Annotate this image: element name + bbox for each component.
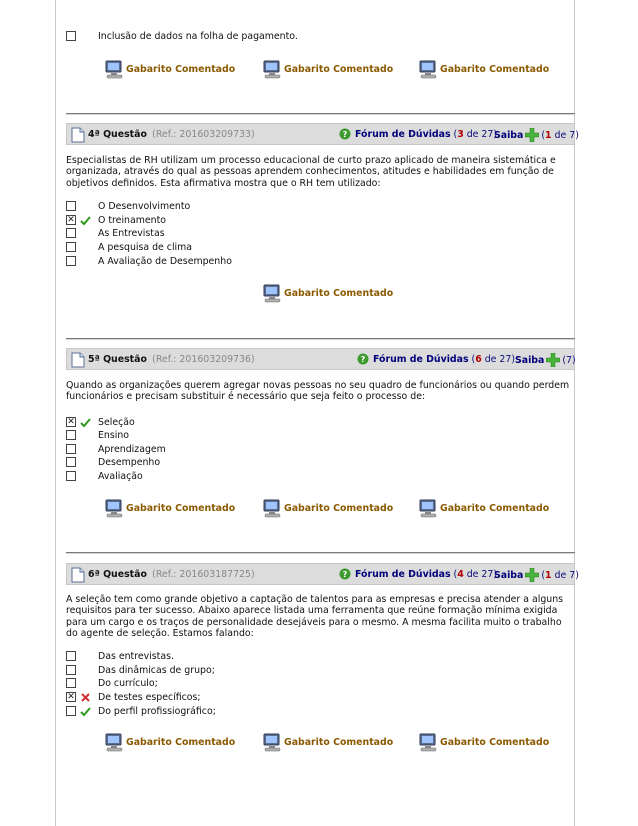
option-text: Seleção — [98, 416, 135, 428]
gabarito-label: Gabarito Comentado — [284, 287, 394, 299]
option-text: O treinamento — [98, 214, 166, 226]
gabarito-label: Gabarito Comentado — [284, 63, 394, 75]
option-row[interactable] — [66, 691, 201, 703]
check-icon — [80, 417, 91, 428]
plus-icon — [525, 128, 539, 142]
option-checkbox[interactable] — [66, 444, 76, 454]
help-icon — [339, 128, 351, 140]
forum-label: Fórum de Dúvidas — [355, 568, 451, 580]
saiba-total: de 7) — [554, 129, 579, 141]
option-checkbox[interactable] — [66, 256, 76, 266]
gabarito-comentado-link[interactable] — [104, 731, 235, 753]
computer-icon — [262, 498, 282, 518]
gabarito-label: Gabarito Comentado — [126, 736, 236, 748]
option-text: O Desenvolvimento — [98, 200, 191, 212]
question-header — [66, 123, 579, 145]
saiba-open: ( — [541, 569, 546, 581]
question-header — [66, 563, 579, 585]
question-title — [88, 129, 255, 140]
forum-label: Fórum de Dúvidas — [355, 128, 451, 140]
question-title — [88, 569, 255, 580]
plus-icon — [525, 568, 539, 582]
option-row[interactable] — [66, 214, 166, 226]
option-row[interactable] — [66, 456, 161, 468]
option-checkbox-checked[interactable]: ✕ — [67, 416, 75, 427]
option-text: Inclusão de dados na folha de pagamento. — [98, 30, 298, 42]
forum-duvidas-link[interactable] — [339, 568, 497, 580]
gabarito-comentado-link[interactable] — [104, 58, 235, 80]
gabarito-comentado-link[interactable] — [262, 497, 393, 519]
option-row[interactable] — [66, 664, 215, 676]
question-ref: (Ref.: 201603209736) — [152, 354, 255, 365]
saiba-count: 1 — [545, 569, 552, 581]
option-checkbox-checked[interactable]: ✕ — [67, 691, 75, 702]
question-title — [88, 354, 255, 365]
gabarito-comentado-link[interactable] — [262, 731, 393, 753]
gabarito-comentado-link[interactable] — [104, 497, 235, 519]
separator — [66, 552, 575, 553]
option-text: As Entrevistas — [98, 227, 165, 239]
option-text: A Avaliação de Desempenho — [98, 255, 232, 267]
forum-open: ( — [471, 353, 476, 365]
option-checkbox[interactable] — [66, 228, 76, 238]
option-text: Desempenho — [98, 456, 161, 468]
option-row[interactable] — [66, 677, 158, 689]
wrong-icon — [80, 692, 91, 703]
option-checkbox[interactable] — [66, 706, 76, 716]
question-ref: (Ref.: 201603187725) — [152, 569, 255, 580]
question-number: 4ª Questão — [88, 129, 147, 140]
option-checkbox[interactable] — [66, 430, 76, 440]
document-icon — [71, 352, 85, 368]
option-text: Aprendizagem — [98, 443, 166, 455]
option-row[interactable] — [66, 200, 191, 212]
option-text: A pesquisa de clima — [98, 241, 193, 253]
gabarito-comentado-link[interactable] — [418, 58, 549, 80]
option-checkbox[interactable] — [66, 242, 76, 252]
question-statement: A seleção tem como grande objetivo a captação de talentos para as empresas e precisa atender a alguns requisitos para ter sucesso. Abaixo aparece listada uma ferramenta que reúne formação mínima exigida para um cargo e os traços de personalidade desejáveis para o mesmo. A mesma facilita muito o trabalho do agente de seleção. Estamos falando: — [66, 594, 564, 640]
option-row[interactable] — [66, 650, 174, 662]
gabarito-label: Gabarito Comentado — [440, 502, 550, 514]
plus-icon — [546, 353, 560, 367]
computer-icon — [418, 498, 438, 518]
forum-total: de 27) — [466, 128, 497, 140]
question-statement: Quando as organizações querem agregar novas pessoas no seu quadro de funcionários ou quando perdem funcionários e precisam substituir é necessário que seja feito o processo de: — [66, 380, 570, 403]
help-icon — [339, 568, 351, 580]
option-text: Ensino — [98, 429, 130, 441]
option-text: Avaliação — [98, 470, 143, 482]
saiba-label: Saiba — [494, 129, 524, 141]
gabarito-comentado-link[interactable] — [418, 497, 549, 519]
computer-icon — [104, 732, 124, 752]
saiba-total: de 7) — [554, 569, 579, 581]
forum-open: ( — [453, 128, 458, 140]
forum-count: 3 — [457, 128, 464, 140]
separator — [66, 113, 575, 114]
question-number: 6ª Questão — [88, 569, 147, 580]
saiba-total: (7) — [562, 354, 576, 366]
forum-total: de 27) — [466, 568, 497, 580]
option-row[interactable] — [66, 241, 193, 253]
computer-icon — [104, 59, 124, 79]
computer-icon — [262, 732, 282, 752]
svg-text:?: ? — [360, 355, 366, 364]
option-checkbox[interactable] — [66, 665, 76, 675]
option-row[interactable] — [66, 255, 232, 267]
option-row[interactable] — [66, 443, 166, 455]
saiba-mais-link[interactable] — [494, 128, 579, 142]
option-row[interactable] — [66, 705, 216, 717]
option-row[interactable] — [66, 416, 135, 428]
saiba-mais-link[interactable] — [494, 568, 579, 582]
computer-icon — [418, 732, 438, 752]
gabarito-comentado-link[interactable] — [262, 58, 393, 80]
document-icon — [71, 567, 85, 583]
saiba-label: Saiba — [515, 354, 545, 366]
option-text: Do currículo; — [98, 677, 158, 689]
gabarito-label: Gabarito Comentado — [126, 63, 236, 75]
saiba-mais-link[interactable] — [515, 353, 576, 367]
option-checkbox[interactable] — [66, 471, 76, 481]
check-icon — [80, 706, 91, 717]
option-checkbox[interactable] — [66, 651, 76, 661]
question-header — [66, 348, 575, 370]
option-checkbox-checked[interactable]: ✕ — [67, 214, 75, 225]
forum-open: ( — [453, 568, 458, 580]
option-row[interactable] — [66, 227, 165, 239]
gabarito-comentado-link[interactable] — [418, 731, 549, 753]
computer-icon — [104, 498, 124, 518]
forum-duvidas-link[interactable] — [357, 353, 515, 365]
help-icon — [357, 353, 369, 365]
forum-count: 4 — [457, 568, 464, 580]
forum-count: 6 — [475, 353, 482, 365]
gabarito-label: Gabarito Comentado — [284, 736, 394, 748]
option-row[interactable] — [66, 30, 298, 42]
svg-text:?: ? — [342, 130, 348, 139]
option-text: Das entrevistas. — [98, 650, 174, 662]
option-text: Do perfil profissiográfico; — [98, 705, 216, 717]
forum-duvidas-link[interactable] — [339, 128, 497, 140]
document-icon — [71, 127, 85, 143]
question-ref: (Ref.: 201603209733) — [152, 129, 255, 140]
saiba-label: Saiba — [494, 569, 524, 581]
option-text: De testes específicos; — [98, 691, 201, 703]
saiba-open: ( — [541, 129, 546, 141]
option-row[interactable] — [66, 470, 143, 482]
svg-text:?: ? — [342, 570, 348, 579]
check-icon — [80, 215, 91, 226]
option-checkbox[interactable] — [66, 201, 76, 211]
saiba-count: 1 — [545, 129, 552, 141]
gabarito-label: Gabarito Comentado — [440, 63, 550, 75]
computer-icon — [262, 283, 282, 303]
option-checkbox[interactable] — [66, 31, 76, 41]
question-number: 5ª Questão — [88, 354, 147, 365]
option-text: Das dinâmicas de grupo; — [98, 664, 215, 676]
gabarito-label: Gabarito Comentado — [284, 502, 394, 514]
question-statement: Especialistas de RH utilizam um processo educacional de curto prazo aplicado de maneira sistemática e organizada, através do qual as pessoas aprendem conhecimentos, atitudes e habilidades em função de objetivos definidos. Esta afirmativa mostra que o RH tem utilizado: — [66, 155, 556, 189]
forum-label: Fórum de Dúvidas — [373, 353, 469, 365]
option-row[interactable] — [66, 429, 130, 441]
computer-icon — [418, 59, 438, 79]
gabarito-label: Gabarito Comentado — [440, 736, 550, 748]
gabarito-comentado-link[interactable] — [262, 282, 393, 304]
gabarito-label: Gabarito Comentado — [126, 502, 236, 514]
separator — [66, 338, 575, 339]
forum-total: de 27) — [484, 353, 515, 365]
option-checkbox[interactable] — [66, 678, 76, 688]
computer-icon — [262, 59, 282, 79]
option-checkbox[interactable] — [66, 457, 76, 467]
